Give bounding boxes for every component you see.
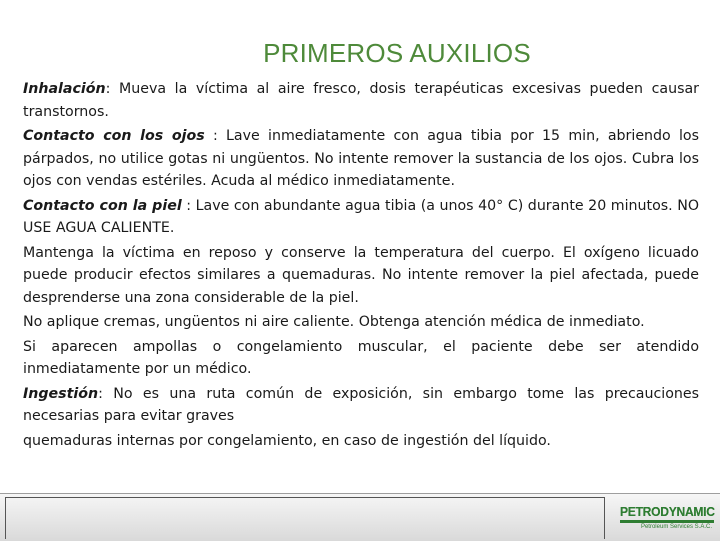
paragraph-text: No aplique cremas, ungüentos ni aire caliente. Obtenga atención médica de inmediato. [23, 314, 645, 330]
term-label: Ingestión [23, 385, 99, 402]
paragraph-rest [23, 242, 699, 310]
logo-name: PETRODYNAMIC [620, 504, 715, 519]
paragraph-eye-contact: Contacto con los ojos : Lave inmediatamente con agua tibia por 15 min, abriendo los párpados, no utilice gotas ni ungüentos. No intente remover la sustancia de los ojos. Cubra los ojos con vendas estériles. Acuda al médico inmediatamente. [23, 128, 699, 189]
paragraph-text: Lave con abundante agua tibia (a unos 40° C) durante 20 minutos. NO USE AGUA CALIENTE. [23, 197, 699, 236]
logo-underline [620, 520, 714, 523]
first-aid-content [23, 78, 699, 454]
logo-subtitle: Petroleum Services S.A.C. [640, 524, 712, 530]
paragraph-text: Mueva la víctima al aire fresco, dosis terapéuticas excesivas pueden causar transtornos. [23, 81, 700, 120]
term-label: Inhalación [23, 81, 106, 97]
paragraph-ingestion: Ingestión: No es una ruta común de exposición, sin embargo tome las precauciones necesarias para evitar graves [23, 385, 700, 424]
term-label: Contacto con la piel [23, 197, 182, 214]
paragraph-inhalation: Inhalación: Mueva la víctima al aire fresco, dosis terapéuticas excesivas pueden causar transtornos. [23, 81, 700, 120]
paragraph-text: No es una ruta común de exposición, sin embargo tome las precauciones necesarias para evitar graves [23, 385, 700, 424]
paragraph-text: quemaduras internas por congelamiento, en caso de ingestión del líquido. [23, 432, 551, 449]
paragraph-text: Mantenga la víctima en reposo y conserve la temperatura del cuerpo. El oxígeno licuado puede producir efectos similares a quemaduras. No intente remover la piel afectada, puede desprenderse una zona considerable de la piel. [23, 244, 699, 306]
petrodynamic-logo [620, 505, 716, 537]
paragraph-internal-burns [23, 430, 699, 453]
paragraph-skin-contact: Contacto con la piel : Lave con abundante agua tibia (a unos 40° C) durante 20 minutos. NO USE AGUA CALIENTE. [23, 197, 699, 236]
footer-frame [5, 497, 605, 539]
page-title: PRIMEROS AUXILIOS [263, 38, 531, 68]
paragraph-blisters [23, 336, 699, 381]
paragraph-text: Si aparecen ampollas o congelamiento muscular, el paciente debe ser atendido inmediatamente por un médico. [23, 338, 699, 377]
paragraph-text: Lave inmediatamente con agua tibia por 15 min, abriendo los párpados, no utilice gotas ni ungüentos. No intente remover la sustancia de los ojos. Cubra los ojos con vendas estériles. Acuda al médico inmediatamente. [23, 128, 699, 189]
term-label: Contacto con los ojos [23, 128, 205, 144]
paragraph-no-creams [23, 311, 699, 334]
